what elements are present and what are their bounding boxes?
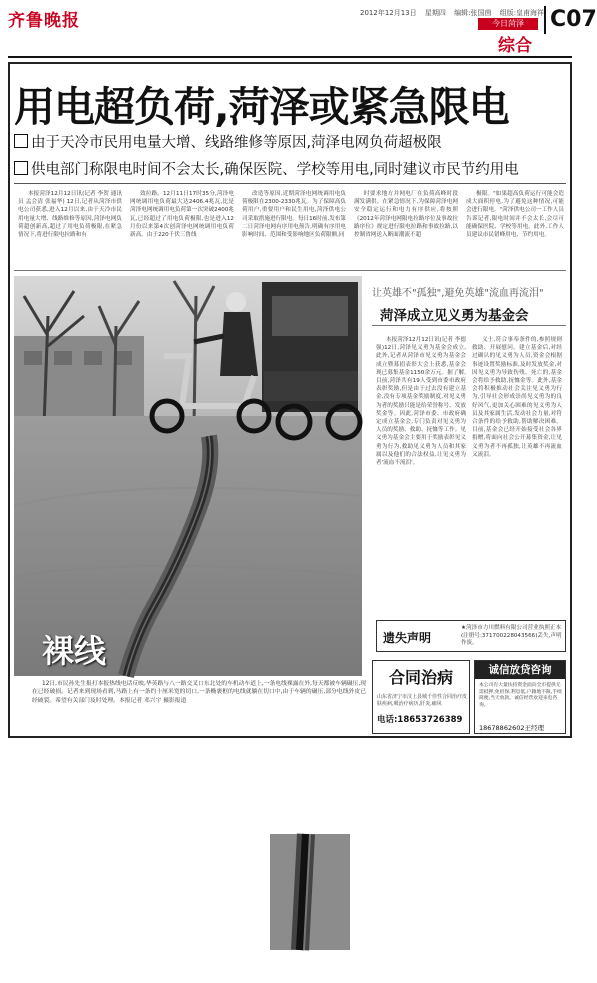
side-article-rule (372, 325, 566, 326)
lead-column-2 (130, 190, 234, 268)
side-column-2 (472, 336, 562, 612)
section-tab: 今日菏泽 (478, 18, 538, 30)
caption-text: 12日,市民孙先生报打本报热线电话反映,华英路与八一路交叉口东北处的车机动车道上,一条电线裸露在外,每天都被车辆碾压,现在已经破损。记者来到现场看到,马路上有一条约十厘米宽的切口,一条椭裹框的电线就躺在切口中,由于车辆的碾压,部分电线外皮已经破裂。希望有关部门及时处理。本报记者 邓兴宇 摄影报道 (32, 681, 366, 704)
deck-rule (14, 183, 566, 184)
deck-line-2 (14, 158, 519, 179)
street-photo-illustration (14, 276, 362, 676)
lead-paragraph: 极限。"如果超高负荷运行可能会造成大面积停电,为了避免这种情况,可能会进行限电。"菏泽供电公司一工作人员告诉记者,限电时间并不会太长,会尽可能确保医院、学校等用电。此外,工作人员建议市民错峰用电、节约用电。 (466, 191, 564, 239)
photo-caption (32, 680, 366, 705)
masthead (8, 4, 597, 56)
cable-closeup-illustration (270, 834, 350, 950)
side-paragraph: 义士,符合事奉条件的,参照规则救助、开展慰问。建立基金后,对经过确认的见义勇为人员,资金会根据事迹设置奖励标准,及时发放奖金,对因见义勇为导致伤残、死亡的,基金会将给予救助,抚恤金等。此外,基金会将积极推动社会关注见义勇为行为,引导社会形成崇尚见义勇为的良好风气,更加关心困难的见义勇为人员及其家属生活,发动社会力量,对符合条件的给予救助,帮助解决困难。目前,基金会已经开始接受社会各界捐赠,将面向社会公开募集资金,让见义勇为者不再孤独,让英雄不再流血又流泪。 (472, 337, 562, 458)
classified-ad-loan (474, 660, 566, 734)
editor-credit: 编辑:张国茵 (454, 9, 492, 17)
lead-column-3 (242, 190, 346, 268)
deck-text-2: 供电部门称限电时间不会太长,确保医院、学校等用电,同时建议市民节约用电 (31, 162, 519, 178)
lead-paragraph: 改造等原因,近期菏泽电网统调用电负荷极限在2300-2330兆瓦。为了保障高负荷用户,重要用户和民生用电,菏泽供电公司采取措施进行限电。每日16时前,发布第二日菏泽电网有序用电预告,明确有序用电影响时间、范围和受影响地区负荷限额,同 (242, 191, 346, 239)
ad-phone: 18678862602王经理 (479, 724, 544, 732)
lead-column-5 (466, 190, 564, 268)
ad-title: 合同治病 (388, 668, 453, 687)
page-number: C07 (544, 6, 597, 34)
ad-phone: 电话:18653726389 (377, 715, 463, 725)
side-paragraph: 本报菏泽12月12日讯(记者 李德强)12日,菏泽见义勇为基金会成立,此外,记者从菏泽市见义勇为基金会成立暨募捐表彰大会上获悉,基金会现已募集基金1150余万元。据了解,目前,菏泽共有19人受到市委市政府表彰奖励,但是由于过去没有建立基金,没有专项基金奖励制度,对见义勇为者的奖励只能是给荣誉称号、发放奖金等。因此,菏泽市委、市政府确定成立基金会,专门负责对见义勇为人员的奖励、救助、抚恤等工作。见义勇为基金会主要用于奖励表彰见义勇为行为,救助见义勇为人员和其家属以及他们的合法权益,让见义勇为者'流血不流泪'。 (376, 337, 466, 467)
body-rule (14, 270, 566, 271)
lead-column-1 (18, 190, 122, 268)
headline: 用电超负荷,菏泽或紧急限电 (14, 83, 509, 131)
lead-column-4 (354, 190, 458, 268)
side-article-title: 菏泽成立见义勇为基金会 (380, 308, 529, 324)
deck-text-1: 由于天冷市民用电量大增、线路维修等原因,菏泽电网负荷超极限 (31, 135, 442, 151)
side-column-1 (376, 336, 466, 612)
square-bullet-icon (14, 161, 28, 175)
issue-weekday: 星期四 (424, 9, 446, 17)
lost-notice-title: 遗失声明 (383, 631, 432, 645)
lead-paragraph: 效拉路。12月11日17时35分,菏泽电网统调用电负荷最大达2406.4兆瓦,比是菏泽电网统调用电负荷第一次突破2400兆瓦,已经超过了用电负荷极限,也是进入12月份以来第4次创菏泽电网统调用电负荷新高。由于220千伏三鲁线 (130, 191, 234, 239)
deck-line-1 (14, 131, 442, 152)
lead-paragraph: 本报菏泽12月12日讯(记者 李贺 通讯员 孟会清 张福华) 12日,记者从菏泽市供电公司获悉,进入12月以来,由于天冷市民用电量大增、线路维修等原因,菏泽电网负荷超创新高,超过了用电负荷极限,在紧急情况下,将进行限电拉路和有 (18, 191, 122, 239)
ad-text: 本公司有大量扶持资金面向全市提供无需抵押,免担保,利息低,户籍地不限,手续简便,当天放款。诚信经营欢迎来电咨询。 (479, 683, 562, 708)
designer-credit: 组版:皇甫海祥 (499, 9, 545, 17)
lost-notice (376, 620, 566, 652)
masthead-rule (8, 56, 572, 58)
lead-paragraph: 时要求地方并网电厂在负荷高峰时段满发满供。在紧急情况下,为保障菏泽电网安全稳定运行和电力有序供应,将按照《2012年菏泽电网限电拉路序位及事故拉路序位》规定进行限电拉路和事故拉路,以控制省网送入断面潮流不超 (354, 191, 458, 239)
lost-notice-text: ★菏泽市力川燃料有限公司营业执照正本(注册号:371700228043566)丢失,声明作废。 (461, 625, 562, 647)
ad-title: 诚信放贷咨询 (475, 661, 565, 679)
ad-text: 山东省济宁市汶上县城千佳性合同治疗皮肤疾病,吸治疗病历,肝炎,痛风 (377, 694, 468, 707)
side-article-kicker: 让英雄不"孤独",避免英雄"流血再流泪" (372, 288, 544, 299)
classified-ad-clinic (372, 660, 470, 734)
photo-title: 裸线 (42, 632, 107, 670)
news-photo (14, 276, 362, 676)
dateline (360, 8, 550, 18)
cable-closeup-inset (268, 832, 352, 952)
section-name: 综合 (498, 36, 532, 56)
newspaper-brand: 齐鲁晚报 (8, 11, 80, 31)
square-bullet-icon (14, 134, 28, 148)
issue-date: 2012年12月13日 (360, 9, 417, 17)
